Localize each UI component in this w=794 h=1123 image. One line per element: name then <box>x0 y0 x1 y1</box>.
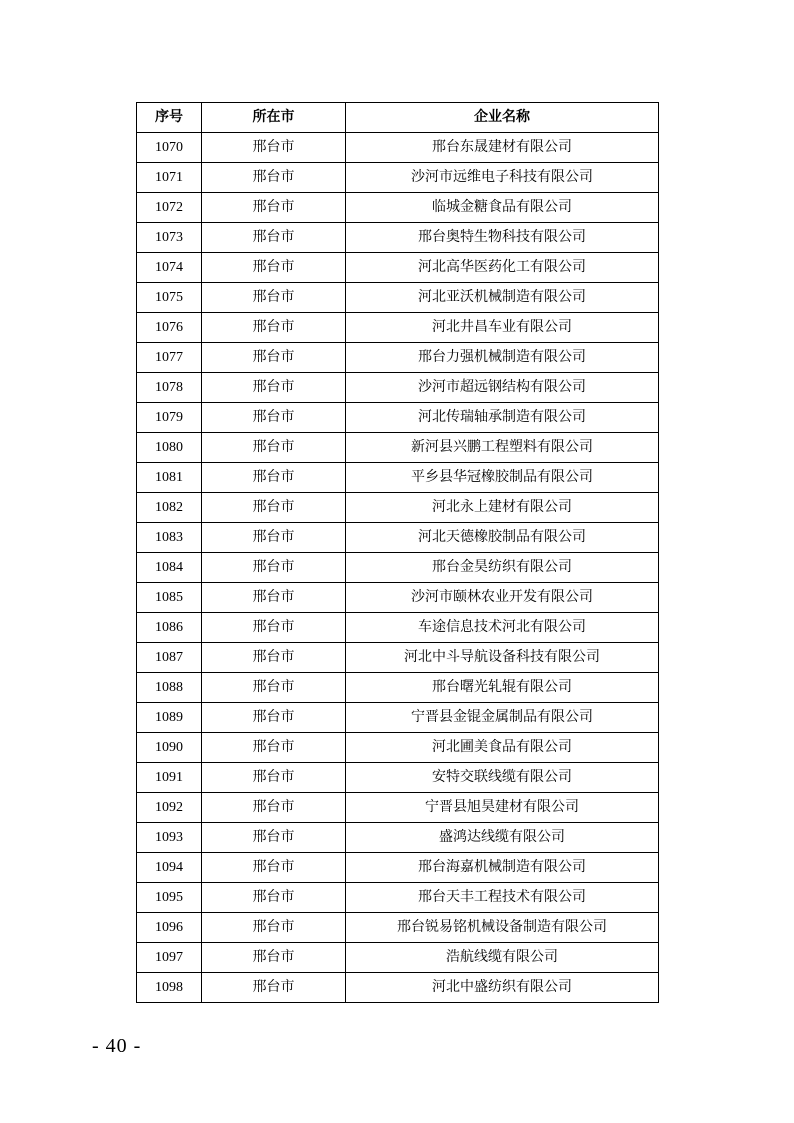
company-name-cell: 河北中斗导航设备科技有限公司 <box>346 643 659 673</box>
serial-number-cell: 1074 <box>137 253 202 283</box>
company-name-cell: 河北高华医药化工有限公司 <box>346 253 659 283</box>
header-serial-number: 序号 <box>137 103 202 133</box>
serial-number-cell: 1076 <box>137 313 202 343</box>
company-name-cell: 邢台金昊纺织有限公司 <box>346 553 659 583</box>
city-cell: 邢台市 <box>202 883 346 913</box>
enterprise-table <box>136 102 659 1003</box>
city-cell: 邢台市 <box>202 193 346 223</box>
city-cell: 邢台市 <box>202 463 346 493</box>
city-cell: 邢台市 <box>202 433 346 463</box>
serial-number-cell: 1072 <box>137 193 202 223</box>
serial-number-cell: 1077 <box>137 343 202 373</box>
company-name-cell: 河北永上建材有限公司 <box>346 493 659 523</box>
city-cell: 邢台市 <box>202 703 346 733</box>
serial-number-cell: 1091 <box>137 763 202 793</box>
city-cell: 邢台市 <box>202 643 346 673</box>
city-cell: 邢台市 <box>202 163 346 193</box>
company-name-cell: 宁晋县旭昊建材有限公司 <box>346 793 659 823</box>
table-row <box>137 583 659 613</box>
company-name-cell: 临城金糖食品有限公司 <box>346 193 659 223</box>
city-cell: 邢台市 <box>202 523 346 553</box>
table-row <box>137 133 659 163</box>
table-row <box>137 643 659 673</box>
serial-number-cell: 1080 <box>137 433 202 463</box>
city-cell: 邢台市 <box>202 613 346 643</box>
city-cell: 邢台市 <box>202 403 346 433</box>
company-name-cell: 河北亚沃机械制造有限公司 <box>346 283 659 313</box>
table-row <box>137 553 659 583</box>
serial-number-cell: 1098 <box>137 973 202 1003</box>
company-name-cell: 车途信息技术河北有限公司 <box>346 613 659 643</box>
serial-number-cell: 1071 <box>137 163 202 193</box>
table-row <box>137 673 659 703</box>
header-city: 所在市 <box>202 103 346 133</box>
table-row <box>137 223 659 253</box>
city-cell: 邢台市 <box>202 943 346 973</box>
city-cell: 邢台市 <box>202 913 346 943</box>
city-cell: 邢台市 <box>202 223 346 253</box>
company-name-cell: 邢台奥特生物科技有限公司 <box>346 223 659 253</box>
table-row <box>137 703 659 733</box>
company-name-cell: 浩航线缆有限公司 <box>346 943 659 973</box>
serial-number-cell: 1089 <box>137 703 202 733</box>
table-row <box>137 793 659 823</box>
table-row <box>137 913 659 943</box>
serial-number-cell: 1081 <box>137 463 202 493</box>
serial-number-cell: 1078 <box>137 373 202 403</box>
page-number: - 40 - <box>92 1035 142 1057</box>
table-row <box>137 883 659 913</box>
table-row <box>137 733 659 763</box>
table-row <box>137 193 659 223</box>
city-cell: 邢台市 <box>202 673 346 703</box>
city-cell: 邢台市 <box>202 343 346 373</box>
table-row <box>137 973 659 1003</box>
serial-number-cell: 1095 <box>137 883 202 913</box>
table-row <box>137 253 659 283</box>
city-cell: 邢台市 <box>202 793 346 823</box>
company-name-cell: 河北圃美食品有限公司 <box>346 733 659 763</box>
company-name-cell: 邢台天丰工程技术有限公司 <box>346 883 659 913</box>
company-name-cell: 邢台锐易铭机械设备制造有限公司 <box>346 913 659 943</box>
company-name-cell: 邢台东晟建材有限公司 <box>346 133 659 163</box>
company-name-cell: 邢台曙光轧辊有限公司 <box>346 673 659 703</box>
city-cell: 邢台市 <box>202 823 346 853</box>
company-name-cell: 河北井昌车业有限公司 <box>346 313 659 343</box>
table-row <box>137 823 659 853</box>
table-row <box>137 763 659 793</box>
city-cell: 邢台市 <box>202 763 346 793</box>
serial-number-cell: 1090 <box>137 733 202 763</box>
table-row <box>137 283 659 313</box>
company-name-cell: 新河县兴鹏工程塑料有限公司 <box>346 433 659 463</box>
company-name-cell: 盛鸿达线缆有限公司 <box>346 823 659 853</box>
table-row <box>137 163 659 193</box>
company-name-cell: 沙河市远维电子科技有限公司 <box>346 163 659 193</box>
table-row <box>137 943 659 973</box>
serial-number-cell: 1075 <box>137 283 202 313</box>
serial-number-cell: 1082 <box>137 493 202 523</box>
serial-number-cell: 1086 <box>137 613 202 643</box>
company-name-cell: 邢台力强机械制造有限公司 <box>346 343 659 373</box>
serial-number-cell: 1092 <box>137 793 202 823</box>
table-row <box>137 403 659 433</box>
company-name-cell: 河北中盛纺织有限公司 <box>346 973 659 1003</box>
table-row <box>137 433 659 463</box>
company-name-cell: 沙河市超远钢结构有限公司 <box>346 373 659 403</box>
serial-number-cell: 1083 <box>137 523 202 553</box>
city-cell: 邢台市 <box>202 313 346 343</box>
table-row <box>137 853 659 883</box>
city-cell: 邢台市 <box>202 973 346 1003</box>
table-body <box>137 133 659 1003</box>
serial-number-cell: 1079 <box>137 403 202 433</box>
table-header-row <box>137 103 659 133</box>
company-name-cell: 邢台海嘉机械制造有限公司 <box>346 853 659 883</box>
table-row <box>137 493 659 523</box>
city-cell: 邢台市 <box>202 133 346 163</box>
serial-number-cell: 1085 <box>137 583 202 613</box>
serial-number-cell: 1070 <box>137 133 202 163</box>
serial-number-cell: 1088 <box>137 673 202 703</box>
city-cell: 邢台市 <box>202 853 346 883</box>
company-name-cell: 安特交联线缆有限公司 <box>346 763 659 793</box>
serial-number-cell: 1087 <box>137 643 202 673</box>
serial-number-cell: 1084 <box>137 553 202 583</box>
city-cell: 邢台市 <box>202 373 346 403</box>
city-cell: 邢台市 <box>202 493 346 523</box>
serial-number-cell: 1097 <box>137 943 202 973</box>
table-row <box>137 463 659 493</box>
table-row <box>137 523 659 553</box>
company-name-cell: 宁晋县金锟金属制品有限公司 <box>346 703 659 733</box>
company-name-cell: 河北传瑞轴承制造有限公司 <box>346 403 659 433</box>
company-name-cell: 沙河市颐林农业开发有限公司 <box>346 583 659 613</box>
serial-number-cell: 1093 <box>137 823 202 853</box>
table-row <box>137 343 659 373</box>
city-cell: 邢台市 <box>202 253 346 283</box>
city-cell: 邢台市 <box>202 733 346 763</box>
table-row <box>137 373 659 403</box>
company-name-cell: 平乡县华冠橡胶制品有限公司 <box>346 463 659 493</box>
serial-number-cell: 1094 <box>137 853 202 883</box>
company-name-cell: 河北天德橡胶制品有限公司 <box>346 523 659 553</box>
table-row <box>137 313 659 343</box>
serial-number-cell: 1073 <box>137 223 202 253</box>
city-cell: 邢台市 <box>202 553 346 583</box>
table-row <box>137 613 659 643</box>
city-cell: 邢台市 <box>202 583 346 613</box>
header-company-name: 企业名称 <box>346 103 659 133</box>
city-cell: 邢台市 <box>202 283 346 313</box>
serial-number-cell: 1096 <box>137 913 202 943</box>
